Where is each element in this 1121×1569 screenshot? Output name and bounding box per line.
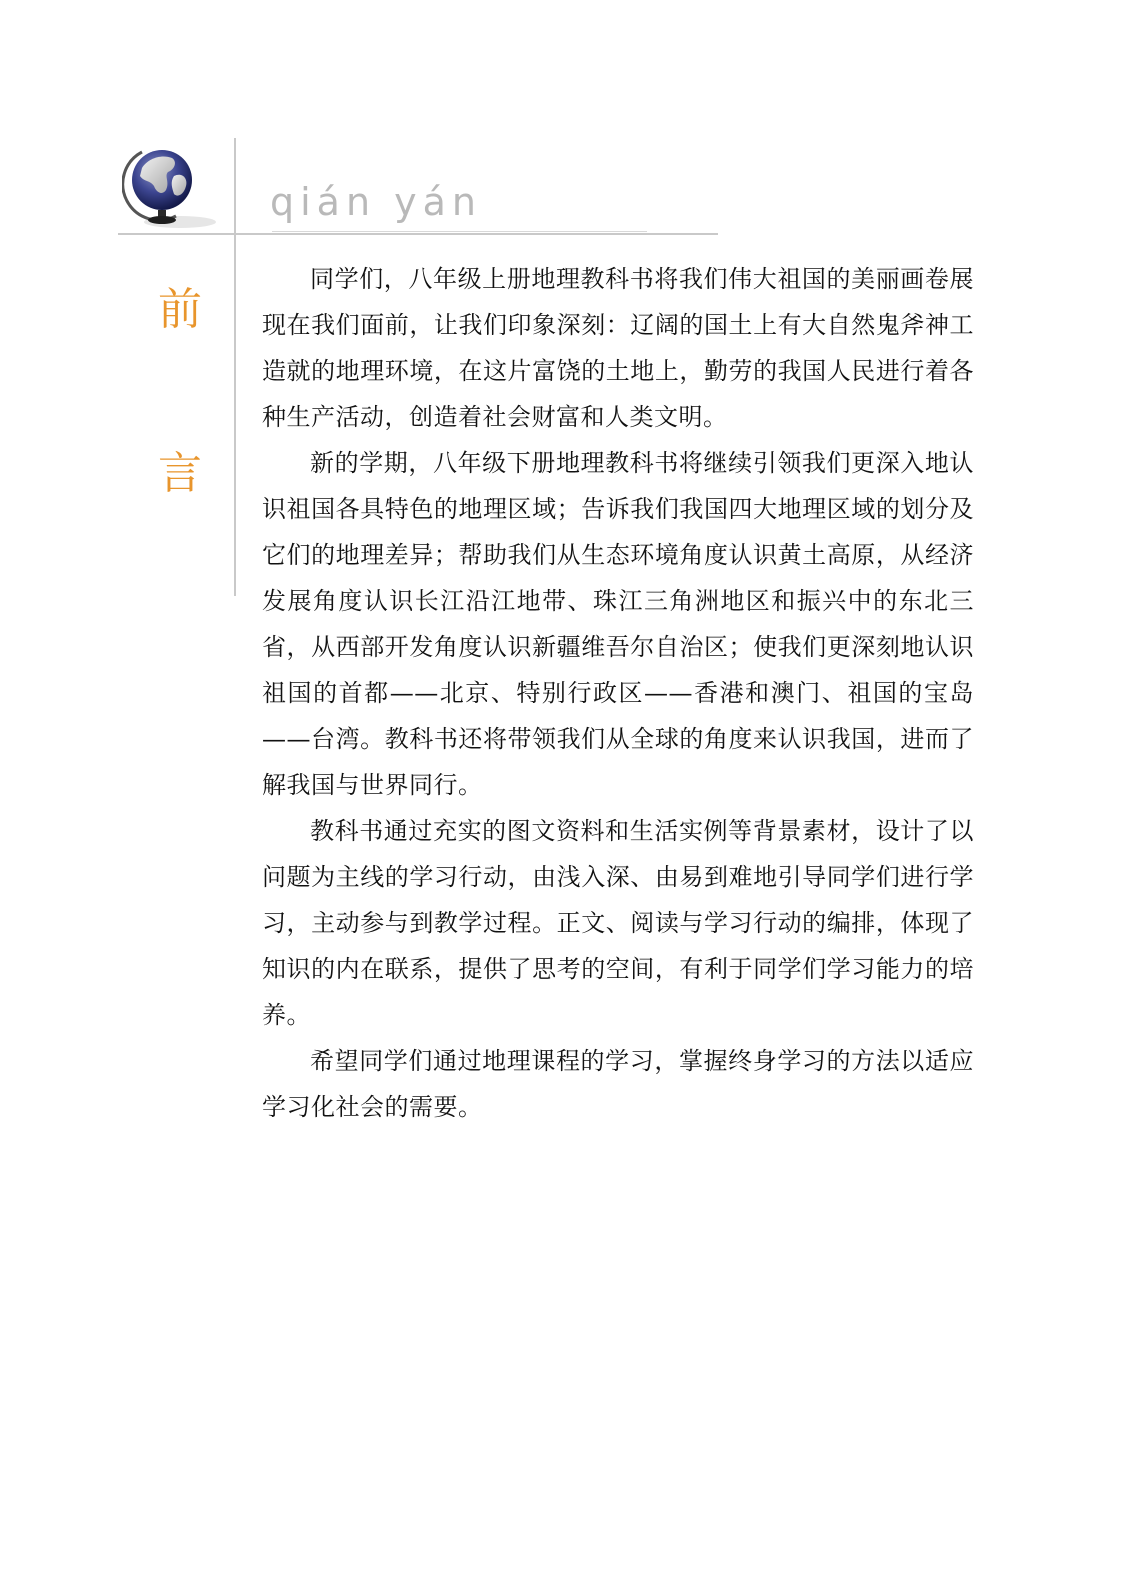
paragraph: 同学们，八年级上册地理教科书将我们伟大祖国的美丽画卷展现在我们面前，让我们印象深刻：辽阔的国土上有大自然鬼斧神工造就的地理环境，在这片富饶的土地上，勤劳的我国人民进行着各种生产活动，创造着社会财富和人类文明。: [262, 265, 974, 431]
paragraph: 新的学期，八年级下册地理教科书将继续引领我们更深入地认识祖国各具特色的地理区域；告诉我们我国四大地理区域的划分及它们的地理差异；帮助我们从生态环境角度认识黄土高原，从经济发展角度认识长江沿江地带、珠江三角洲地区和振兴中的东北三省，从西部开发角度认识新疆维吾尔自治区；使我们更深刻地认识祖国的首都——北京、特别行政区——香港和澳门、祖国的宝岛——台湾。教科书还将带领我们从全球的角度来认识我国，进而了解我国与世界同行。: [262, 449, 974, 799]
vertical-divider: [234, 138, 236, 596]
pinyin-heading: qián yán: [270, 180, 482, 224]
globe-icon: [122, 142, 222, 232]
title-char-qian: 前: [158, 284, 202, 335]
paragraph: 教科书通过充实的图文资料和生活实例等背景素材，设计了以问题为主线的学习行动，由浅入深、由易到难地引导同学们进行学习，主动参与到教学过程。正文、阅读与学习行动的编排，体现了知识的内在联系，提供了思考的空间，有利于同学们学习能力的培养。: [262, 817, 974, 1029]
title-char-yan: 言: [158, 448, 202, 499]
horizontal-divider: [118, 233, 718, 235]
paragraph: 希望同学们通过地理课程的学习，掌握终身学习的方法以适应学习化社会的需要。: [262, 1047, 974, 1121]
pinyin-underline: [272, 231, 647, 232]
preface-body: [262, 256, 974, 1130]
